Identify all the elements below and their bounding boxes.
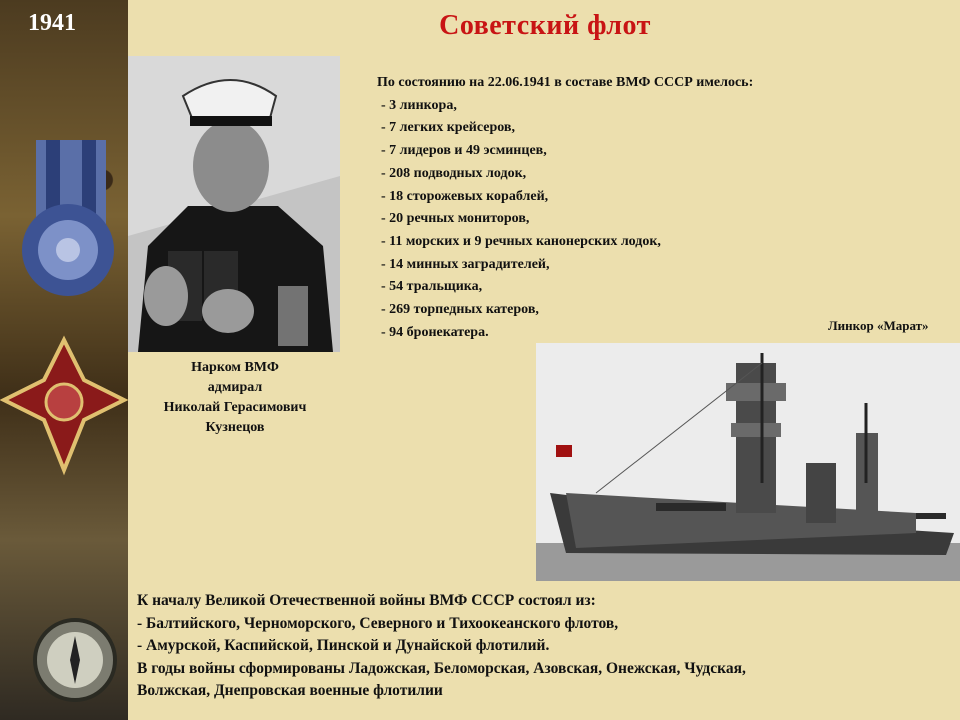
list-item: - 20 речных мониторов,: [381, 211, 530, 227]
bottom-line: В годы войны сформированы Ладожская, Беломорская, Азовская, Онежская, Чудская,: [137, 659, 746, 677]
caption-line: Николай Герасимович: [163, 400, 307, 415]
list-item: - 94 бронекатера.: [381, 324, 489, 340]
list-item: - 7 лидеров и 49 эсминцев,: [381, 143, 547, 159]
year-label: 1941: [28, 10, 76, 36]
caption-line: Нарком ВМФ: [191, 360, 279, 375]
admiral-portrait-image: [128, 56, 340, 352]
bottom-line: К началу Великой Отечественной войны ВМФ СССР состоял из:: [137, 592, 596, 609]
bottom-line: Волжская, Днепровская военные флотилии: [137, 682, 443, 699]
bottom-line: - Амурской, Каспийской, Пинской и Дунайской флотилий.: [137, 637, 550, 654]
list-item: - 11 морских и 9 речных канонерских лодок,: [381, 233, 661, 249]
page-title: Советский флот: [439, 10, 651, 41]
bottom-text: [137, 590, 746, 703]
list-item: - 14 минных заградителей,: [381, 256, 550, 272]
decorative-medal-strip: [0, 0, 128, 720]
list-item: - 54 тральщика,: [381, 279, 483, 295]
list-item: - 18 сторожевых кораблей,: [381, 188, 549, 204]
battleship-marat-image: [536, 343, 960, 581]
list-item: - 269 торпедных катеров,: [381, 302, 539, 318]
cross-order-icon: [0, 330, 128, 480]
rosette-medal-icon: [8, 140, 118, 310]
caption-line: Кузнецов: [205, 420, 265, 435]
list-item: - 208 подводных лодок,: [381, 165, 527, 181]
list-item: - 3 линкора,: [381, 97, 457, 113]
portrait-caption: [135, 358, 335, 438]
fleet-composition-list: [377, 72, 753, 344]
bottom-line: - Балтийского, Черноморского, Северного и Тихоокеанского флотов,: [137, 614, 619, 632]
fleet-list-heading: По состоянию на 22.06.1941 в составе ВМФ СССР имелось:: [377, 75, 754, 90]
caption-line: адмирал: [207, 380, 263, 395]
ship-caption: Линкор «Марат»: [828, 318, 929, 333]
compass-icon: [30, 610, 120, 710]
list-item: - 7 легких крейсеров,: [381, 120, 515, 136]
